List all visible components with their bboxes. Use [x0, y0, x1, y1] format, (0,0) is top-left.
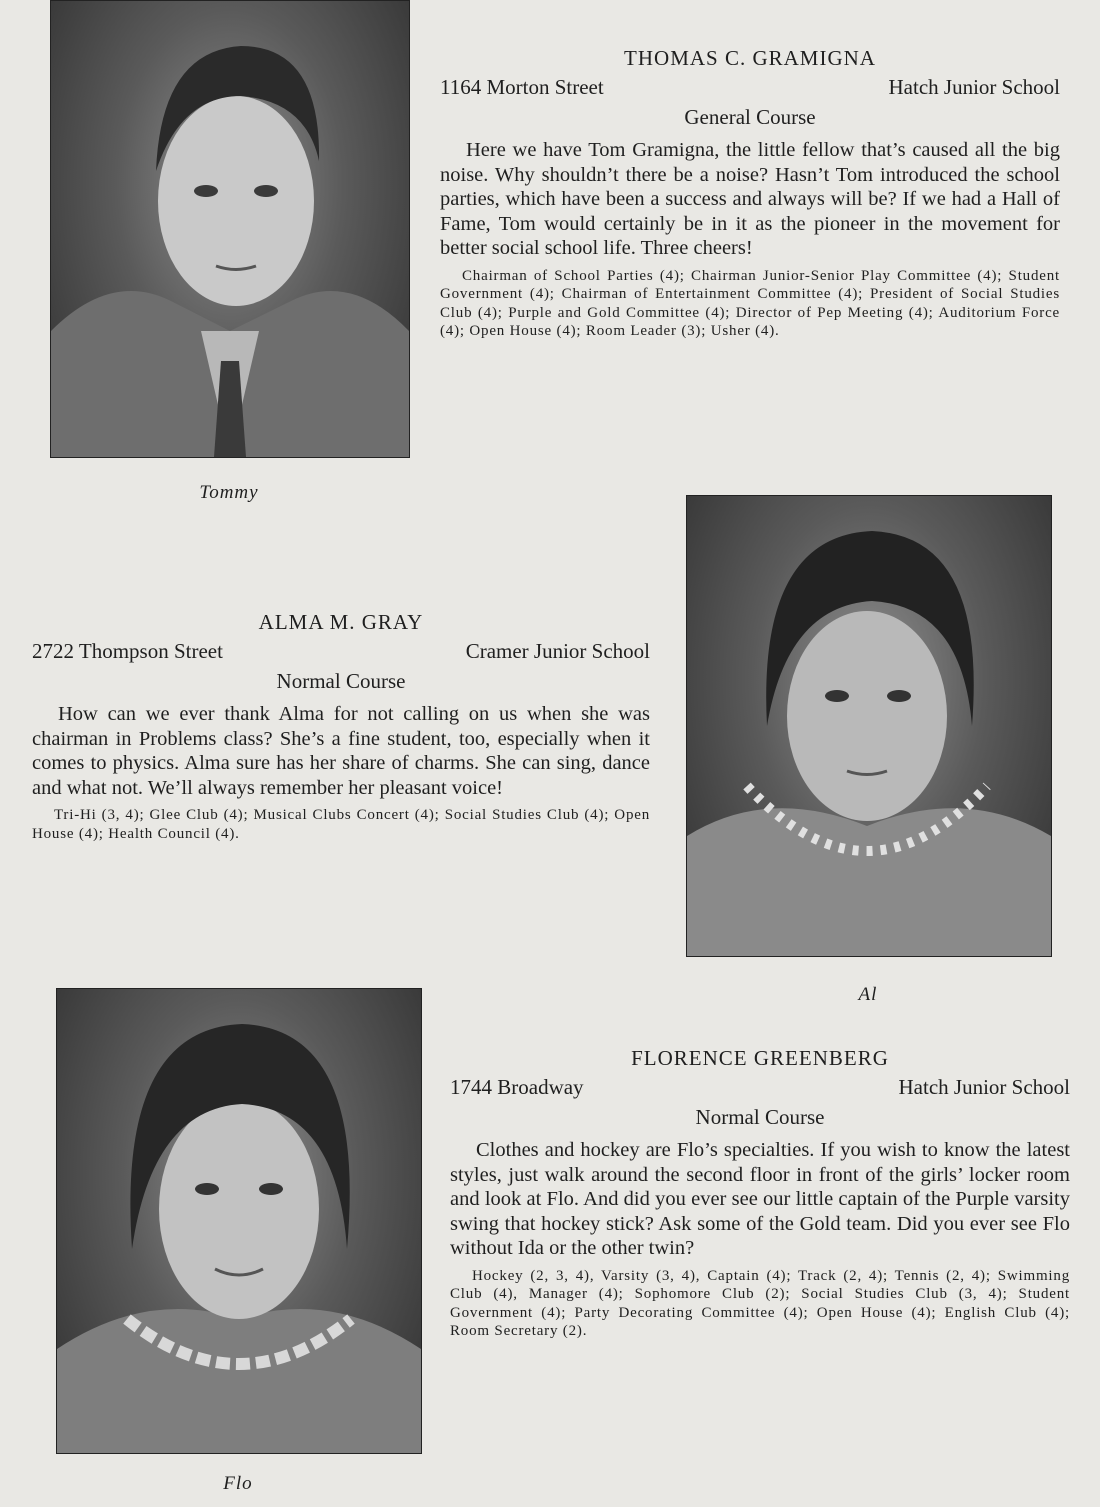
- student-entry-thomas: [440, 44, 1060, 341]
- activities-list: Hockey (2, 3, 4), Varsity (3, 4), Captain (4); Track (2, 4); Tennis (2, 4); Swimming Club (4), Manager (4); Sophomore Club (2); Social Studies Club (3, 4); Student Government (4); Party Decorating Committee (4); Open House (4); English Club (4); Room Secretary (2).: [450, 1267, 1070, 1339]
- biography-text: How can we ever thank Alma for not calling on us when she was chairman in Problems class? She’s a fine student, too, especially when it comes to physics. Alma sure has her share of charms. She can sing, dance and what not. We’ll always remember her pleasant voice!: [32, 703, 650, 799]
- address-row: [32, 636, 650, 666]
- junior-school: Hatch Junior School: [898, 1075, 1070, 1099]
- street-address: 1744 Broadway: [450, 1075, 584, 1099]
- nickname-caption: Al: [858, 984, 878, 1005]
- portrait-photo-alma: [686, 495, 1052, 957]
- portrait-photo-florence: [56, 988, 422, 1454]
- student-name: ALMA M. GRAY: [258, 610, 424, 634]
- junior-school: Hatch Junior School: [888, 75, 1060, 99]
- activities-list: Tri-Hi (3, 4); Glee Club (4); Musical Clubs Concert (4); Social Studies Club (4); Open House (4); Health Council (4).: [32, 807, 650, 842]
- nickname-caption: Tommy: [199, 482, 259, 503]
- course-label: Normal Course: [695, 1105, 825, 1129]
- course-label: General Course: [684, 105, 816, 129]
- activities-list: Chairman of School Parties (4); Chairman Junior-Senior Play Committee (4); Student Government (4); Chairman of Entertainment Committee (4); President of Social Studies Club (4); Purple and Gold Committee (4); Director of Pep Meeting (4); Auditorium Force (4); Open House (4); Room Leader (3); Usher (4).: [440, 267, 1060, 339]
- biography-text: Clothes and hockey are Flo’s specialties. If you wish to know the latest styles, just walk around the second floor in front of the girls’ locker room and look at Flo. And did you ever see our little captain of the Purple varsity swing that hockey stick? Ask some of the Gold team. Did you ever see Flo without Ida or the other twin?: [450, 1139, 1070, 1259]
- nickname-caption: Flo: [223, 1473, 253, 1494]
- biography-text: Here we have Tom Gramigna, the little fellow that’s caused all the big noise. Why shouldn’t there be a noise? Hasn’t Tom introduced the school parties, which have been a success and always will be? If we had a Hall of Fame, Tom would certainly be in it as the pioneer in the movement for better social school life. Three cheers!: [440, 139, 1060, 259]
- address-row: [440, 72, 1060, 102]
- student-entry-florence: [450, 1044, 1070, 1341]
- street-address: 1164 Morton Street: [440, 75, 604, 99]
- address-row: [450, 1072, 1070, 1102]
- junior-school: Cramer Junior School: [465, 639, 650, 663]
- student-entry-alma: [32, 608, 650, 843]
- student-name: FLORENCE GREENBERG: [631, 1046, 889, 1070]
- student-name: THOMAS C. GRAMIGNA: [624, 46, 876, 70]
- portrait-photo-thomas: [50, 0, 410, 458]
- street-address: 2722 Thompson Street: [32, 639, 223, 663]
- course-label: Normal Course: [276, 669, 406, 693]
